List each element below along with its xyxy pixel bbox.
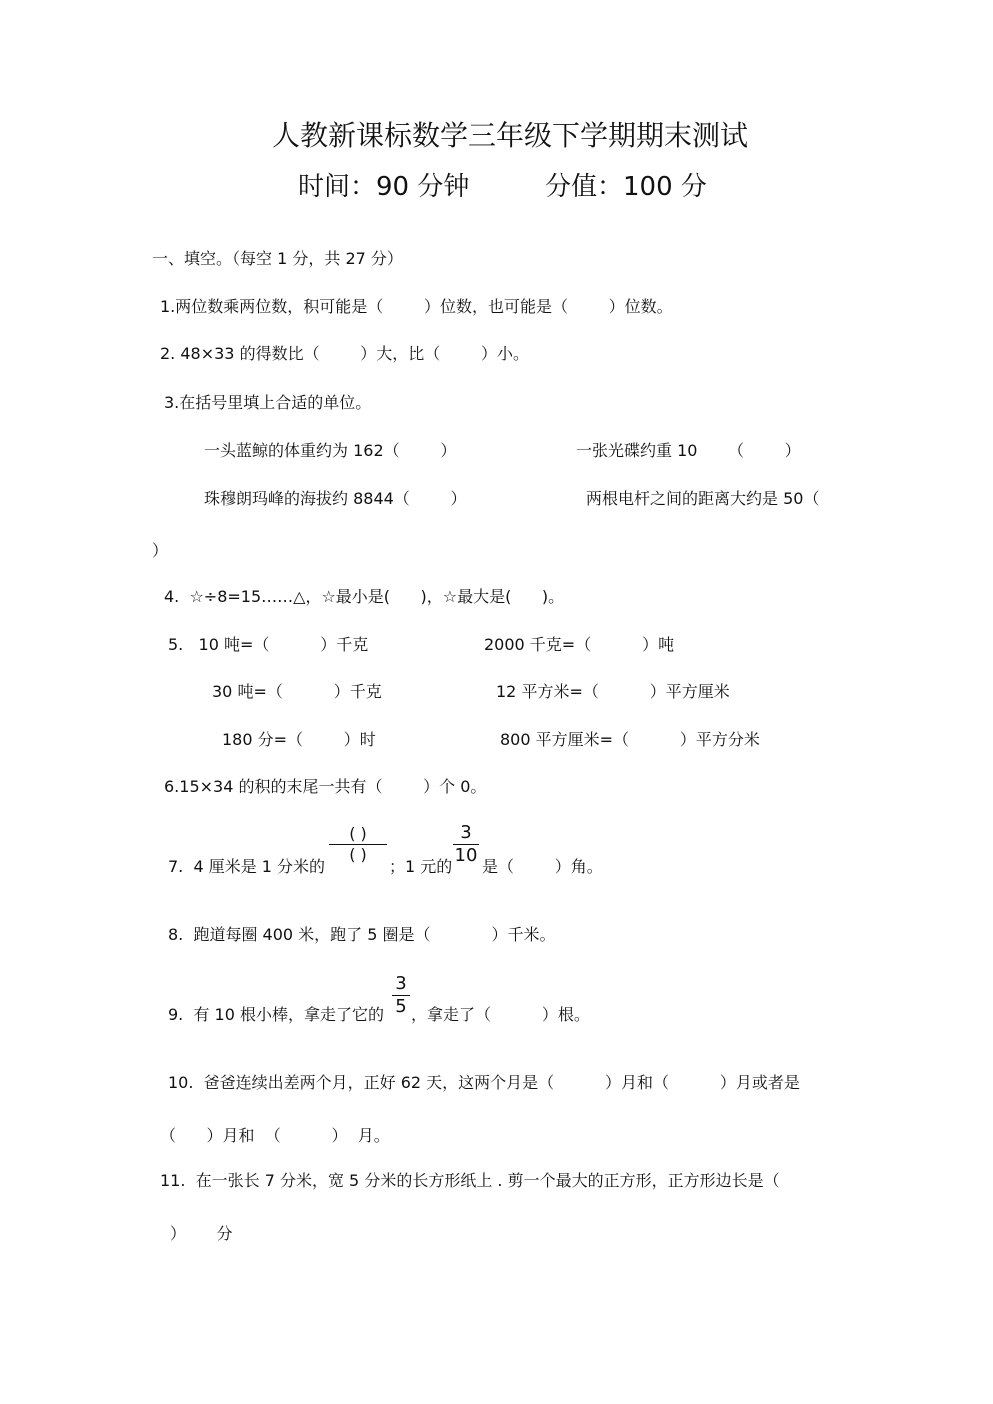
fraction-denominator: 10 [454,845,478,866]
question-3-c: 珠穆朗玛峰的海拔约 8844（ ） [204,489,467,508]
question-8: 8. 跑道每圈 400 米，跑了 5 圈是（ ）千米。 [168,925,556,944]
question-4: 4. ☆÷8=15……△，☆最小是( )，☆最大是( )。 [164,587,565,606]
fraction-denominator: 5 [395,996,407,1017]
question-7-c: 是（ ）角。 [482,857,603,876]
question-3-b: 一张光碟约重 10 （ ） [576,441,801,460]
question-11-line-1: 11. 在一张长 7 分米，宽 5 分米的长方形纸上 . 剪一个最大的正方形，正方形边长是（ [160,1171,780,1190]
fraction-numerator: 3 [460,822,472,843]
question-3-d: 两根电杆之间的距离大约是 50（ [586,489,820,508]
fraction-denominator: ( ) [349,845,367,864]
question-11-line-2: ） 分 [170,1224,233,1243]
question-9-a: 9. 有 10 根小棒，拿走了它的 [168,1005,384,1024]
question-7-b: ；1 元的 [389,857,453,876]
question-3-d-close: ） [152,541,169,560]
section-heading: 一、填空。（每空 1 分，共 27 分） [152,249,403,268]
question-7-a: 7. 4 厘米是 1 分米的 [168,857,326,876]
question-5-b: 2000 千克=（ ）吨 [484,635,675,654]
fraction-numerator: 3 [395,973,407,994]
fraction-numerator: ( ) [349,824,367,843]
question-10-line-1: 10. 爸爸连续出差两个月，正好 62 天，这两个月是（ ）月和（ ）月或者是 [168,1073,800,1092]
question-5-f: 800 平方厘米=（ ）平方分米 [500,730,760,749]
question-5-a: 5. 10 吨=（ ）千克 [168,635,369,654]
question-1: 1.两位数乘两位数，积可能是（ ）位数，也可能是（ ）位数。 [160,297,673,316]
question-7-fraction-2 [453,824,479,865]
exam-time: 时间：90 分钟 [298,172,470,202]
exam-score: 分值：100 分 [545,172,707,202]
question-5-d: 12 平方米=（ ）平方厘米 [496,682,730,701]
question-5-e: 180 分=（ ）时 [222,730,376,749]
question-7-fraction-1 [329,826,387,863]
question-3-a: 一头蓝鲸的体重约为 162（ ） [204,441,457,460]
question-10-line-2: （ ）月和 （ ） 月。 [160,1126,390,1145]
question-3-intro: 3.在括号里填上合适的单位。 [164,393,372,412]
page-title: 人教新课标数学三年级下学期期末测试 [272,119,749,152]
question-5-c: 30 吨=（ ）千克 [212,682,382,701]
question-9-fraction [392,975,410,1016]
question-6: 6.15×34 的积的末尾一共有（ ）个 0。 [164,777,487,796]
question-9-b: ，拿走了（ ）根。 [411,1005,590,1024]
question-2: 2. 48×33 的得数比（ ）大，比（ ）小。 [160,344,529,363]
